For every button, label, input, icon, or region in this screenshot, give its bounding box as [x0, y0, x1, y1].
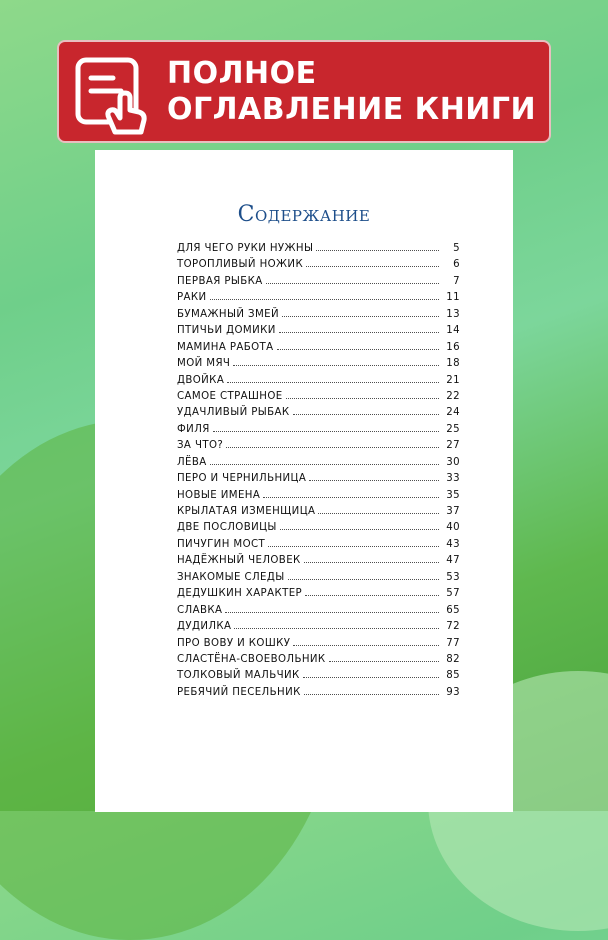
- toc-entry: [177, 258, 460, 274]
- toc-entry-title: НАДЁЖНЫЙ ЧЕЛОВЕК: [177, 555, 301, 567]
- toc-entry-title: ДУДИЛКА: [177, 621, 232, 633]
- toc-title: Содержание: [237, 202, 371, 227]
- toc-entry-title: МАМИНА РАБОТА: [177, 341, 274, 353]
- toc-leader-dots: [309, 472, 439, 481]
- toc-entry-title: ТОРОПЛИВЫЙ НОЖИК: [177, 259, 304, 271]
- toc-entry-title: ЛЁВА: [177, 456, 207, 468]
- toc-entry: [177, 571, 460, 587]
- toc-entry-page: 57: [446, 588, 460, 600]
- toc-entry-page: 30: [446, 456, 460, 468]
- toc-entry-title: БУМАЖНЫЙ ЗМЕЙ: [177, 308, 280, 320]
- toc-leader-dots: [213, 423, 439, 432]
- toc-leader-dots: [266, 275, 439, 284]
- toc-list: [177, 242, 460, 702]
- toc-entry-title: ЗНАКОМЫЕ СЛЕДЫ: [177, 571, 285, 583]
- toc-entry-page: 11: [446, 292, 460, 304]
- toc-entry-title: ДВЕ ПОСЛОВИЦЫ: [177, 522, 277, 534]
- toc-entry-title: ЗА ЧТО?: [177, 440, 224, 452]
- toc-entry: [177, 374, 460, 390]
- toc-entry-title: ПЕРО И ЧЕРНИЛЬНИЦА: [177, 473, 307, 485]
- document-touch-icon: [65, 46, 157, 138]
- toc-entry: [177, 538, 460, 554]
- toc-entry: [177, 406, 460, 422]
- banner-title: [167, 56, 536, 128]
- toc-entry: [177, 439, 460, 455]
- toc-leader-dots: [318, 505, 439, 514]
- toc-entry: [177, 669, 460, 685]
- banner-line-1: ПОЛНОЕ: [167, 55, 317, 91]
- toc-entry: [177, 554, 460, 570]
- toc-entry-title: ПРО ВОВУ И КОШКУ: [177, 637, 291, 649]
- toc-entry-page: 22: [446, 390, 460, 402]
- toc-leader-dots: [279, 324, 439, 333]
- toc-entry-page: 16: [446, 341, 460, 353]
- toc-leader-dots: [293, 406, 439, 415]
- toc-entry-page: 24: [446, 407, 460, 419]
- toc-entry-page: 37: [446, 506, 460, 517]
- toc-leader-dots: [305, 587, 439, 596]
- toc-entry: [177, 686, 460, 702]
- toc-entry-page: 93: [446, 686, 460, 698]
- toc-entry: [177, 489, 460, 505]
- toc-leader-dots: [288, 571, 439, 580]
- toc-entry-page: 65: [446, 604, 460, 616]
- toc-entry: [177, 521, 460, 537]
- toc-entry: [177, 472, 460, 488]
- toc-leader-dots: [277, 341, 439, 350]
- toc-entry-page: 5: [453, 243, 460, 254]
- toc-leader-dots: [304, 554, 439, 563]
- toc-leader-dots: [286, 390, 439, 399]
- toc-entry: [177, 505, 460, 521]
- toc-entry-title: КРЫЛАТАЯ ИЗМЕНЩИЦА: [177, 506, 316, 517]
- toc-entry: [177, 620, 460, 636]
- toc-entry-title: ФИЛЯ: [177, 423, 210, 435]
- toc-entry: [177, 341, 460, 357]
- toc-entry-title: ДВОЙКА: [177, 374, 225, 386]
- toc-entry-page: 25: [446, 423, 460, 435]
- toc-leader-dots: [329, 653, 439, 662]
- toc-entry: [177, 637, 460, 653]
- toc-entry-page: 13: [446, 308, 460, 320]
- toc-leader-dots: [293, 637, 439, 646]
- toc-entry-page: 47: [446, 555, 460, 567]
- toc-entry-title: НОВЫЕ ИМЕНА: [177, 489, 261, 501]
- toc-entry-title: УДАЧЛИВЫЙ РЫБАК: [177, 407, 290, 419]
- toc-entry-title: САМОЕ СТРАШНОЕ: [177, 390, 283, 402]
- toc-leader-dots: [268, 538, 439, 547]
- toc-leader-dots: [304, 686, 439, 695]
- toc-entry-title: ДЕДУШКИН ХАРАКТЕР: [177, 588, 303, 600]
- toc-entry-title: ТОЛКОВЫЙ МАЛЬЧИК: [177, 670, 300, 682]
- toc-entry-title: ПИЧУГИН МОСТ: [177, 538, 266, 550]
- toc-entry-page: 72: [446, 621, 460, 633]
- toc-entry-title: СЛАВКА: [177, 604, 223, 616]
- toc-leader-dots: [233, 357, 439, 366]
- toc-entry-title: ПТИЧЬИ ДОМИКИ: [177, 325, 276, 337]
- toc-entry: [177, 390, 460, 406]
- toc-entry-page: 6: [453, 259, 460, 271]
- toc-leader-dots: [306, 258, 439, 267]
- toc-entry-title: ДЛЯ ЧЕГО РУКИ НУЖНЫ: [177, 243, 314, 254]
- toc-entry-title: СЛАСТЁНА-СВОЕВОЛЬНИК: [177, 653, 326, 665]
- toc-leader-dots: [282, 308, 439, 317]
- toc-entry-page: 18: [446, 358, 460, 370]
- toc-leader-dots: [226, 439, 439, 448]
- toc-entry-title: РАКИ: [177, 292, 207, 304]
- toc-entry-page: 77: [446, 637, 460, 649]
- toc-leader-dots: [227, 374, 439, 383]
- toc-entry: [177, 456, 460, 472]
- toc-entry: [177, 275, 460, 291]
- toc-entry: [177, 242, 460, 258]
- book-page: [95, 150, 513, 812]
- toc-entry-page: 7: [453, 275, 460, 287]
- toc-entry-page: 82: [446, 653, 460, 665]
- toc-entry: [177, 587, 460, 603]
- banner-line-2: ОГЛАВЛЕНИЕ КНИГИ: [167, 91, 537, 127]
- toc-entry-page: 35: [446, 489, 460, 501]
- toc-leader-dots: [210, 456, 439, 465]
- toc-entry: [177, 423, 460, 439]
- toc-entry: [177, 308, 460, 324]
- toc-leader-dots: [263, 489, 439, 498]
- toc-entry-title: РЕБЯЧИЙ ПЕСЕЛЬНИК: [177, 686, 301, 698]
- toc-entry: [177, 604, 460, 620]
- toc-entry-page: 53: [446, 571, 460, 583]
- toc-leader-dots: [303, 669, 439, 678]
- toc-entry-page: 40: [446, 522, 460, 534]
- toc-entry-title: МОЙ МЯЧ: [177, 358, 231, 370]
- toc-entry: [177, 653, 460, 669]
- toc-entry-title: ПЕРВАЯ РЫБКА: [177, 275, 263, 287]
- toc-entry-page: 85: [446, 670, 460, 682]
- toc-leader-dots: [280, 521, 439, 530]
- toc-leader-dots: [316, 242, 439, 251]
- toc-entry-page: 21: [446, 374, 460, 386]
- toc-entry-page: 27: [446, 440, 460, 452]
- toc-leader-dots: [234, 620, 439, 629]
- toc-entry-page: 14: [446, 325, 460, 337]
- toc-entry: [177, 357, 460, 373]
- toc-entry-page: 33: [446, 473, 460, 485]
- toc-leader-dots: [210, 291, 439, 300]
- header-banner: [57, 40, 551, 143]
- toc-leader-dots: [225, 604, 439, 613]
- toc-entry: [177, 324, 460, 340]
- toc-entry: [177, 291, 460, 307]
- toc-entry-page: 43: [446, 538, 460, 550]
